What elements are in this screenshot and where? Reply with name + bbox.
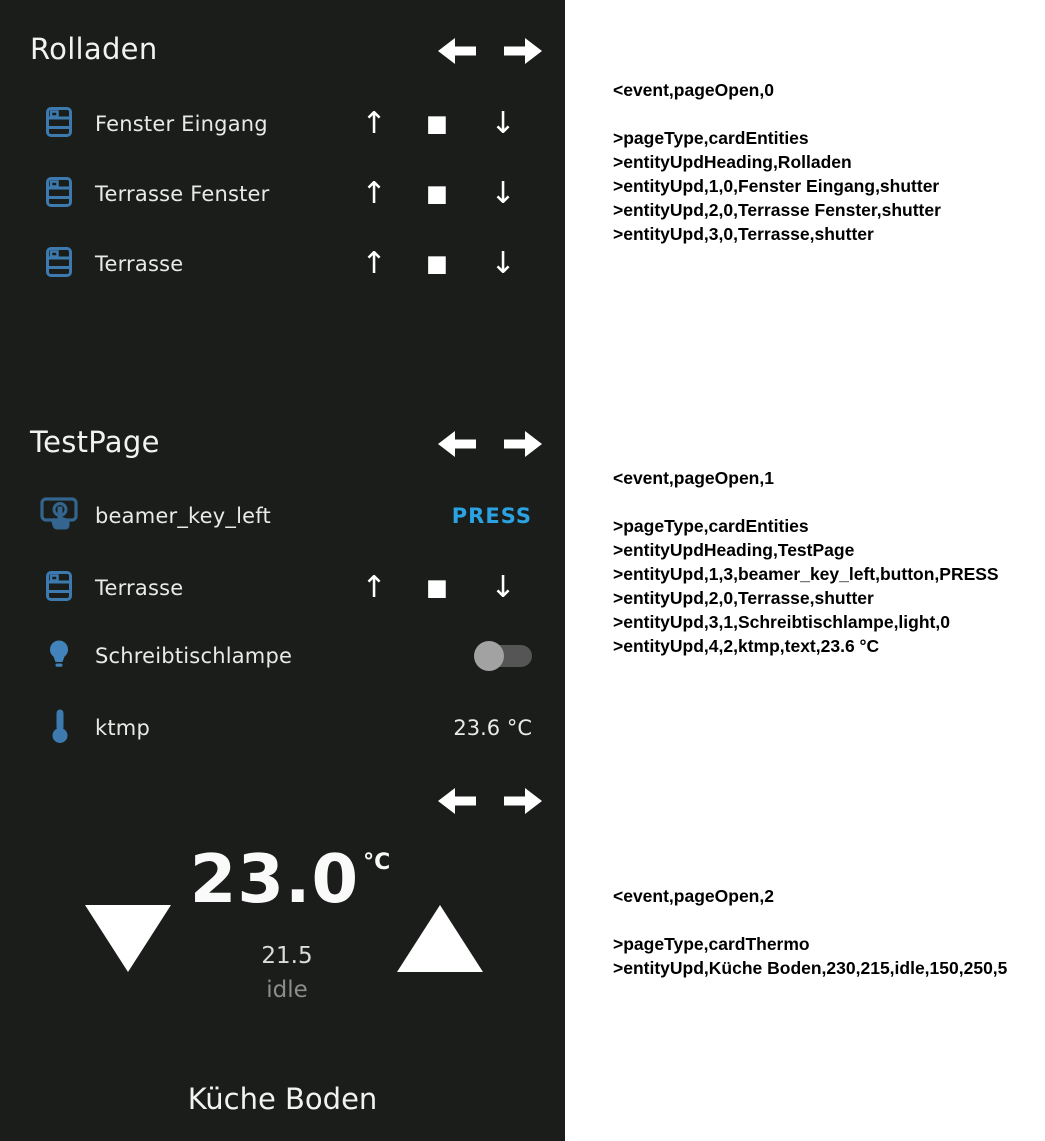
shutter-stop-button[interactable]: ■: [426, 575, 448, 601]
entity-label: Schreibtischlampe: [95, 644, 293, 668]
entity-label: beamer_key_left: [95, 504, 271, 528]
hvac-state: idle: [266, 977, 308, 1003]
log-line: >entityUpd,4,2,ktmp,text,23.6 °C: [613, 636, 880, 656]
shutter-up-button[interactable]: ↑: [361, 106, 387, 141]
log-line: >entityUpd,Küche Boden,230,215,idle,150,250,5: [613, 958, 1008, 978]
entity-label: Fenster Eingang: [95, 112, 268, 136]
entity-label: ktmp: [95, 716, 150, 740]
log-line: [613, 490, 1045, 514]
shutter-stop-button[interactable]: ■: [426, 181, 448, 207]
thermo-room-name: Küche Boden: [187, 1082, 378, 1116]
log-line: >pageType,cardEntities: [613, 516, 809, 536]
shutter-down-button[interactable]: ↓: [490, 106, 516, 141]
log-line: >entityUpd,2,0,Terrasse Fenster,shutter: [613, 200, 941, 220]
entity-label: Terrasse Fenster: [95, 182, 270, 206]
triangle-down-icon: [85, 957, 171, 976]
log-line: [613, 102, 1045, 126]
current-temperature-value: 23.0: [189, 840, 360, 918]
shutter-stop-button[interactable]: ■: [426, 111, 448, 137]
shutter-down-button[interactable]: ↓: [490, 570, 516, 605]
log-line: >entityUpd,3,1,Schreibtischlampe,light,0: [613, 612, 950, 632]
log-line: >entityUpdHeading,TestPage: [613, 540, 855, 560]
log-line: >entityUpd,3,0,Terrasse,shutter: [613, 224, 874, 244]
log-line: >entityUpd,2,0,Terrasse,shutter: [613, 588, 874, 608]
log-line: >pageType,cardThermo: [613, 934, 810, 954]
temp-decrease-button[interactable]: [85, 905, 171, 972]
log-line: [613, 908, 1045, 932]
log-line: >pageType,cardEntities: [613, 128, 809, 148]
shutter-stop-button[interactable]: ■: [426, 251, 448, 277]
log-line: <event,pageOpen,0: [613, 80, 774, 100]
temperature-unit: °C: [363, 850, 391, 875]
log-line: <event,pageOpen,2: [613, 886, 774, 906]
shutter-up-button[interactable]: ↑: [361, 176, 387, 211]
page-title: Rolladen: [30, 32, 158, 66]
temperature-value: 23.6 °C: [453, 716, 532, 740]
log-block-page0: [613, 78, 1045, 246]
entity-label: Terrasse: [95, 252, 184, 276]
current-temperature: [150, 840, 430, 918]
log-block-page2: [613, 884, 1045, 980]
log-line: <event,pageOpen,1: [613, 468, 774, 488]
shutter-up-button[interactable]: ↑: [361, 246, 387, 281]
temp-increase-button[interactable]: [397, 905, 483, 972]
left-arrow-icon: [438, 786, 476, 816]
log-block-page1: [613, 466, 1045, 658]
log-line: >entityUpdHeading,Rolladen: [613, 152, 852, 172]
entity-label: Terrasse: [95, 576, 184, 600]
log-line: >entityUpd,1,3,beamer_key_left,button,PRESS: [613, 564, 999, 584]
target-temperature: 21.5: [261, 943, 313, 969]
nav-prev-button[interactable]: [438, 786, 476, 816]
shutter-up-button[interactable]: ↑: [361, 570, 387, 605]
nav-next-button[interactable]: [504, 786, 542, 816]
press-button[interactable]: PRESS: [451, 504, 532, 528]
shutter-down-button[interactable]: ↓: [490, 246, 516, 281]
log-line: >entityUpd,1,0,Fenster Eingang,shutter: [613, 176, 940, 196]
triangle-up-icon: [397, 957, 483, 976]
right-arrow-icon: [504, 786, 542, 816]
page-title: TestPage: [30, 425, 160, 459]
shutter-down-button[interactable]: ↓: [490, 176, 516, 211]
